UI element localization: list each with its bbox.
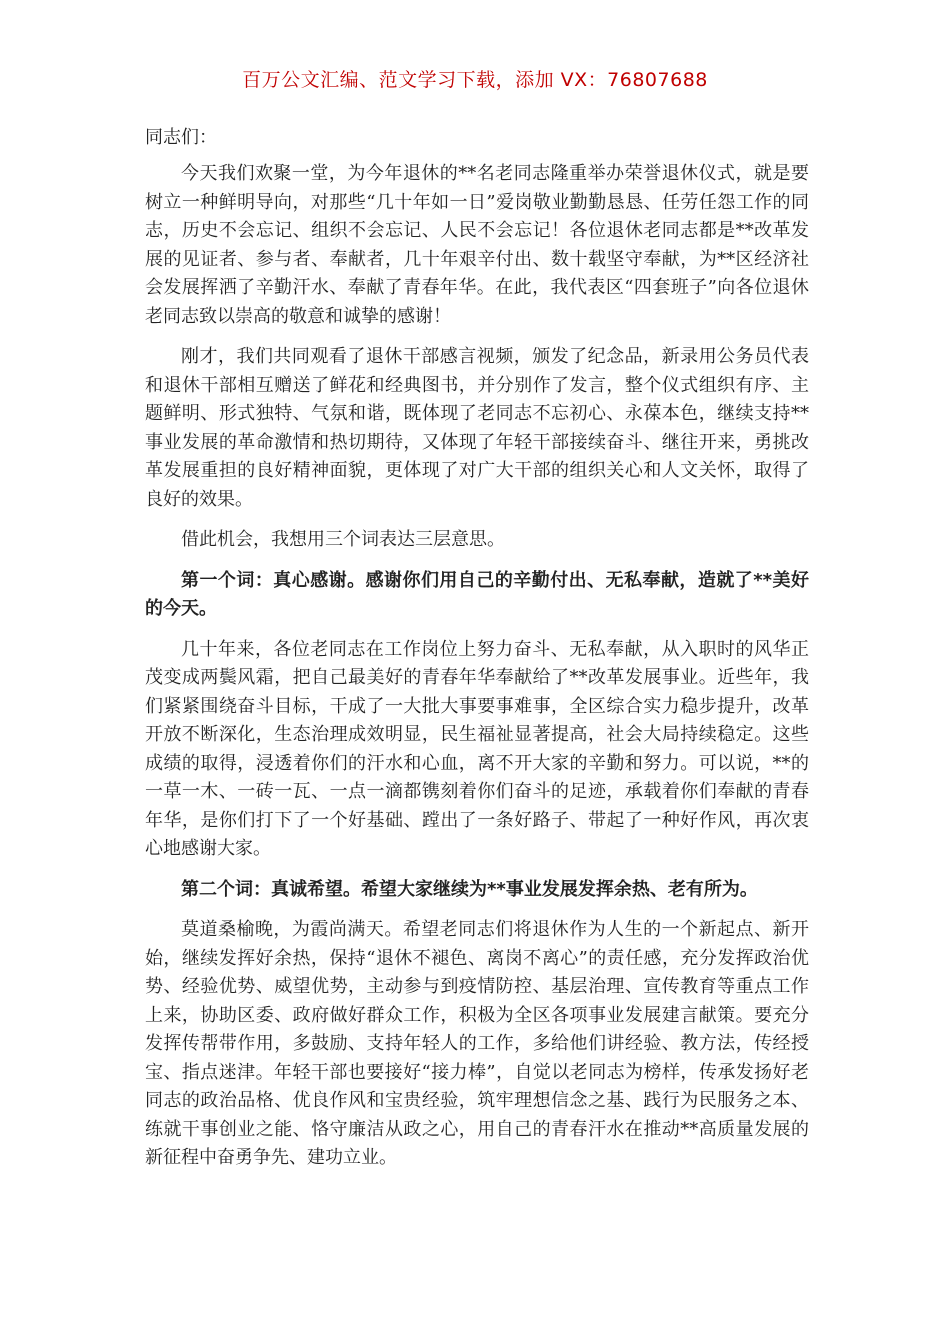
header-banner: 百万公文汇编、范文学习下载，添加 VX：76807688 [242,69,708,91]
salutation: 同志们： [145,127,217,148]
paragraph-thanks: 几十年来，各位老同志在工作岗位上努力奋斗、无私奉献，从入职时的风华正茂变成两鬓风霜，把自己最美好的青春年华奉献给了**改革发展事业。近些年，我们紧紧围绕奋斗目标，干成了一大批大事要事难事，全区综合实力稳步提升，改革开放不断深化，生态治理成效明显，民生福祉显著提高，社会大局持续稳定。这些成绩的取得，浸透着你们的汗水和心血，离不开大家的辛勤和努力。可以说，**的一草一木、一砖一瓦、一点一滴都镌刻着你们奋斗的足迹，承载着你们奉献的青春年华，是你们打下了一个好基础、蹚出了一条好路子、带起了一种好作风，再次衷心地感谢大家。 [145,638,809,859]
document-body [145,124,809,1185]
paragraph-ceremony-review: 刚才，我们共同观看了退休干部感言视频，颁发了纪念品，新录用公务员代表和退休干部相互赠送了鲜花和经典图书，并分别作了发言，整个仪式组织有序、主题鲜明、形式独特、气氛和谐，既体现了老同志不忘初心、永葆本色，继续支持**事业发展的革命激情和热切期待，又体现了年轻干部接续奋斗、继往开来，勇挑改革发展重担的良好精神面貌，更体现了对广大干部的组织关心和人文关怀，取得了良好的效果。 [145,346,809,510]
paragraph-hope: 莫道桑榆晚，为霞尚满天。希望老同志们将退休作为人生的一个新起点、新开始，继续发挥好余热，保持“退休不褪色、离岗不离心”的责任感，充分发挥政治优势、经验优势、威望优势，主动参与到疫情防控、基层治理、宣传教育等重点工作上来，协助区委、政府做好群众工作，积极为全区各项事业发展建言献策。要充分发挥传帮带作用，多鼓励、支持年轻人的工作，多给他们讲经验、教方法，传经授宝、指点迷津。年轻干部也要接好“接力棒”，自觉以老同志为榜样，传承发扬好老同志的政治品格、优良作风和宝贵经验，筑牢理想信念之基、践行为民服务之本、练就干事创业之能、恪守廉洁从政之心，用自己的青春汗水在推动**高质量发展的新征程中奋勇争先、建功立业。 [145,919,809,1168]
heading-first-word: 第一个词：真心感谢。感谢你们用自己的辛勤付出、无私奉献，造就了**美好的今天。 [145,569,809,619]
paragraph-transition: 借此机会，我想用三个词表达三层意思。 [181,529,505,550]
paragraph-opening: 今天我们欢聚一堂，为今年退休的**名老同志隆重举办荣誉退休仪式，就是要树立一种鲜明导向，对那些“几十年如一日”爱岗敬业勤勤恳恳、任劳任怨工作的同志，历史不会忘记、组织不会忘记、人民不会忘记！各位退休老同志都是**改革发展的见证者、参与者、奉献者，几十年艰辛付出、数十载坚守奉献，为**区经济社会发展挥洒了辛勤汗水、奉献了青春年华。在此，我代表区“四套班子”向各位退休老同志致以崇高的敬意和诚挚的感谢！ [145,163,809,327]
heading-second-word: 第二个词：真诚希望。希望大家继续为**事业发展发挥余热、老有所为。 [181,878,758,900]
